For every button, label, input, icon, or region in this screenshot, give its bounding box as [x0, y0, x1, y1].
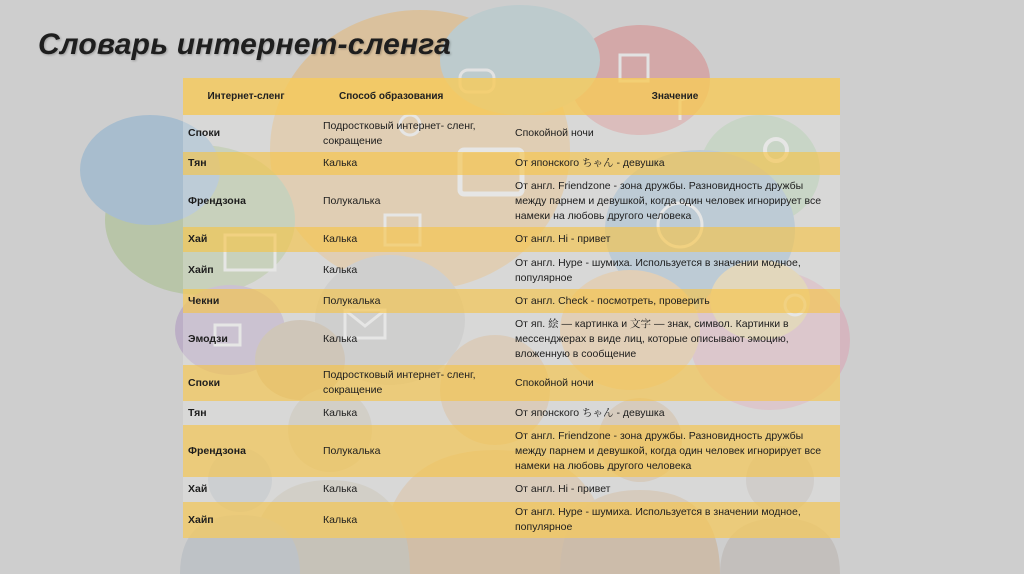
table-header-row — [183, 78, 840, 115]
cell-meaning: От англ. Hi - привет — [510, 477, 840, 502]
cell-method: Подростковый интернет- сленг, сокращение — [313, 115, 510, 152]
table-row — [183, 401, 840, 425]
cell-slang: Хай — [183, 477, 313, 502]
cell-slang: Тян — [183, 152, 313, 175]
header-method: Способ образования — [313, 78, 510, 115]
cell-slang: Тян — [183, 401, 313, 425]
cell-method: Полукалька — [313, 425, 510, 477]
header-slang: Интернет-сленг — [183, 78, 313, 115]
cell-slang: Хайп — [183, 252, 313, 289]
cell-slang: Хай — [183, 227, 313, 252]
cell-slang: Чекни — [183, 289, 313, 313]
cell-meaning: От англ. Check - посмотреть, проверить — [510, 289, 840, 313]
cell-method: Полукалька — [313, 289, 510, 313]
table-row — [183, 289, 840, 313]
slang-table-container — [183, 78, 840, 538]
table-row — [183, 152, 840, 175]
cell-meaning: От японского ちゃん - девушка — [510, 152, 840, 175]
table-row — [183, 365, 840, 401]
cell-method: Калька — [313, 477, 510, 502]
cell-method: Полукалька — [313, 175, 510, 227]
cell-slang: Френдзона — [183, 425, 313, 477]
cell-meaning: От японского ちゃん - девушка — [510, 401, 840, 425]
cell-method: Калька — [313, 401, 510, 425]
header-meaning: Значение — [510, 78, 840, 115]
table-row — [183, 502, 840, 538]
cell-meaning: Спокойной ночи — [510, 365, 840, 401]
cell-slang: Споки — [183, 365, 313, 401]
table-row — [183, 477, 840, 502]
table-row — [183, 313, 840, 365]
table-row — [183, 115, 840, 152]
cell-meaning: Спокойной ночи — [510, 115, 840, 152]
page-title: Словарь интернет-сленга — [38, 28, 451, 61]
cell-meaning: От англ. Hi - привет — [510, 227, 840, 252]
cell-meaning: От англ. Friendzone - зона дружбы. Разновидность дружбы между парнем и девушкой, когда один человек игнорирует все намеки на любовь другого человека — [510, 425, 840, 477]
cell-meaning: От англ. Hype - шумиха. Используется в значении модное, популярное — [510, 252, 840, 289]
cell-method: Калька — [313, 152, 510, 175]
cell-meaning: От англ. Hype - шумиха. Используется в значении модное, популярное — [510, 502, 840, 538]
cell-method: Калька — [313, 227, 510, 252]
cell-meaning: От яп. 絵 — картинка и 文字 — знак, символ. Картинки в мессенджерах в виде лиц, которые описывают эмоцию, вложенную в сообщение — [510, 313, 840, 365]
cell-slang: Хайп — [183, 502, 313, 538]
cell-slang: Френдзона — [183, 175, 313, 227]
table-row — [183, 252, 840, 289]
cell-slang: Эмодзи — [183, 313, 313, 365]
cell-method: Калька — [313, 502, 510, 538]
cell-method: Подростковый интернет- сленг, сокращение — [313, 365, 510, 401]
cell-method: Калька — [313, 313, 510, 365]
cell-slang: Споки — [183, 115, 313, 152]
table-row — [183, 425, 840, 477]
cell-method: Калька — [313, 252, 510, 289]
table-row — [183, 227, 840, 252]
table-row — [183, 175, 840, 227]
slang-table — [183, 78, 840, 538]
cell-meaning: От англ. Friendzone - зона дружбы. Разновидность дружбы между парнем и девушкой, когда один человек игнорирует все намеки на любовь другого человека — [510, 175, 840, 227]
